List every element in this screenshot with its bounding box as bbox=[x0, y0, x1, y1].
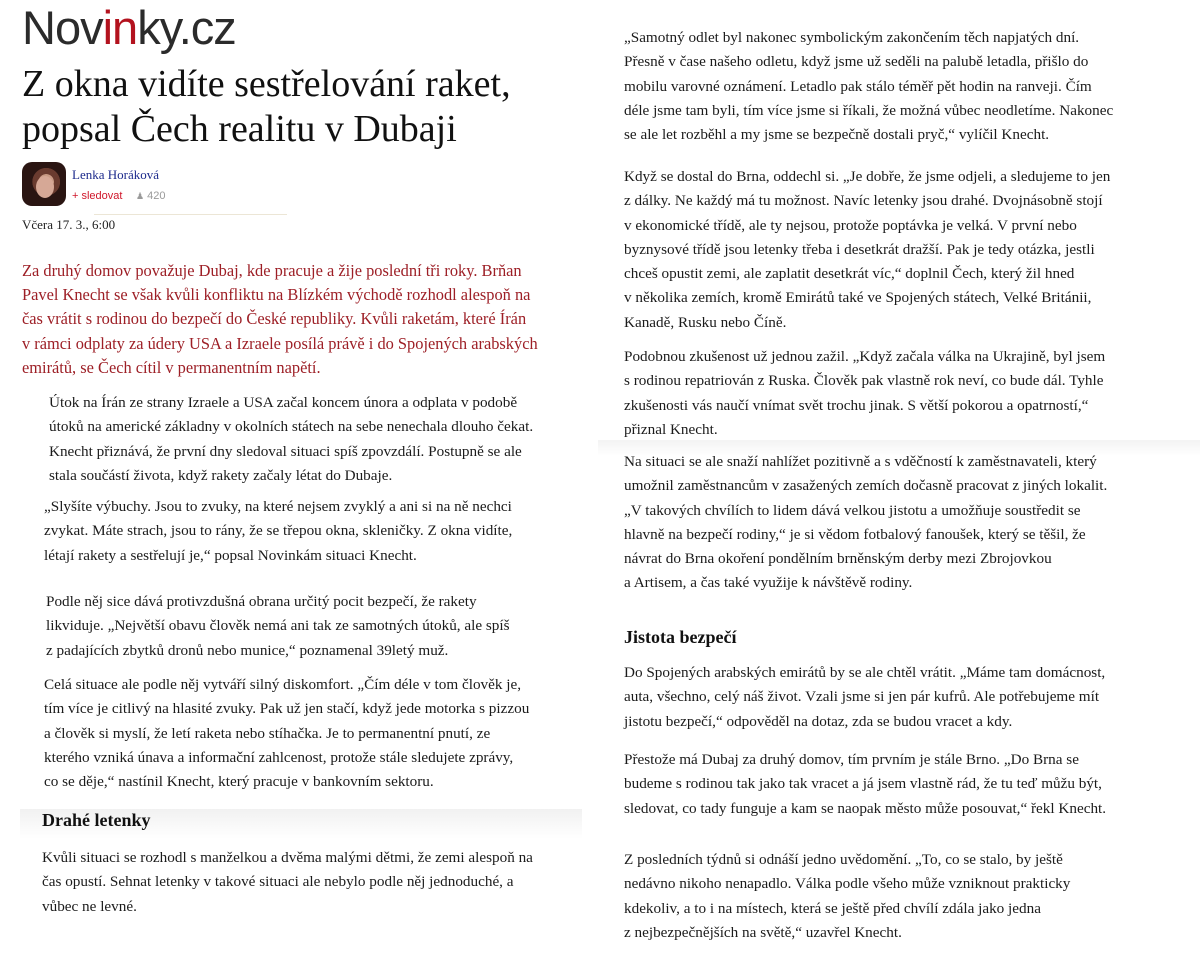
paragraph bbox=[624, 848, 1070, 945]
paragraph-line: co se děje,“ nastínil Knecht, který pracuje v bankovním sektoru. bbox=[44, 773, 434, 791]
subheading-jistota-bezpeci: Jistota bezpečí bbox=[624, 627, 737, 647]
followers-count bbox=[136, 190, 165, 202]
paragraph bbox=[624, 661, 1105, 734]
paragraph-line: tím více je citlivý na hlasité zvuky. Pak už jen stačí, když jede motorka s pizzou bbox=[44, 700, 530, 718]
paragraph bbox=[44, 495, 512, 568]
author-name-link[interactable]: Lenka Horáková bbox=[72, 167, 159, 182]
paragraph-line: létají rakety a sestřelují je,“ popsal Novinkám situaci Knecht. bbox=[44, 546, 417, 564]
paragraph-line: sledovat, co tady funguje a kam se naopak město může posouvat,“ řekl Knecht. bbox=[624, 799, 1107, 817]
paragraph-line: chceš opustit zemi, ale zaplatit desetkrát víc,“ doplnil Čech, který žil hned bbox=[624, 265, 1075, 283]
paragraph-line: a Artisem, a čas také využije k návštěvě rodiny. bbox=[624, 574, 913, 592]
paragraph-line: kdekoliv, a to i na místech, která se ještě před chvílí zdála jako jedna bbox=[624, 899, 1041, 917]
paragraph bbox=[624, 450, 1107, 596]
lead-line: čas vrátit s rodinou do bezpečí do České republiky. Kvůli raketám, které Írán bbox=[22, 309, 527, 329]
paragraph-line: Z posledních týdnů si odnáší jedno uvědomění. „To, co se stalo, by ještě bbox=[624, 851, 1063, 868]
paragraph-line: Kvůli situaci se rozhodl s manželkou a dvěma malými dětmi, že zemi alespoň na bbox=[42, 849, 533, 866]
article-right-column bbox=[598, 0, 1200, 976]
paragraph-line: z dálky. Ne každý má tu možnost. Navíc letenky jsou drahé. Dvojnásobně stojí bbox=[624, 192, 1103, 210]
paragraph-line: Knecht přiznává, že první dny sledoval situaci spíš zpovzdálí. Postupně se ale bbox=[49, 442, 522, 460]
paragraph-line: byznysové třídě jsou letenky třeba i desetkrát dražší. Pak je tedy otázka, jestli bbox=[624, 240, 1095, 258]
lead-line: Za druhý domov považuje Dubaj, kde pracuje a žije poslední tři roky. Brňan bbox=[22, 261, 522, 280]
article-headline bbox=[22, 62, 582, 152]
paragraph-line: Celá situace ale podle něj vytváří silný diskomfort. „Čím déle v tom člověk je, bbox=[44, 676, 522, 693]
paragraph-line: „Samotný odlet byl nakonec symbolickým zakončením těch napjatých dní. bbox=[624, 29, 1080, 46]
paragraph bbox=[624, 345, 1105, 442]
lead-line: v rámci odplaty za údery USA a Izraele posílá právě i do Spojených arabských bbox=[22, 333, 538, 353]
paragraph bbox=[624, 748, 1106, 821]
user-icon: ♟ bbox=[136, 191, 145, 201]
publish-date: Včera 17. 3., 6:00 bbox=[22, 217, 116, 232]
paragraph-line: umožnil zaměstnancům v zasažených zemích dočasně pracovat z jiných lokalit. bbox=[624, 477, 1108, 495]
paragraph-line: déle jsme tam byli, tím více jsme si říkali, že možná vůbec neodletíme. Nakonec bbox=[624, 101, 1114, 119]
paragraph-line: likviduje. „Největší obavu člověk nemá ani tak ze samotných útoků, ale spíš bbox=[46, 617, 510, 635]
paragraph-line: „Slyšíte výbuchy. Jsou to zvuky, na které nejsem zvyklý a ani si na ně nechci bbox=[44, 498, 512, 515]
paragraph bbox=[44, 673, 529, 794]
paragraph-line: auta, všechno, celý náš život. Vzali jsme si jen pár kufrů. Ale potřebujeme mít bbox=[624, 688, 1100, 706]
lead-line: Pavel Knecht se však kvůli konfliktu na Blízkém východě rozhodl alespoň na bbox=[22, 285, 531, 305]
paragraph-line: zkušenosti vás naučí vnímat svět trochu jinak. S větší pokorou a opatrností,“ bbox=[624, 396, 1089, 414]
article-lead bbox=[22, 259, 583, 380]
paragraph-line: Útok na Írán ze strany Izraele a USA začal koncem února a odplata v podobě bbox=[49, 394, 518, 411]
paragraph bbox=[46, 590, 510, 663]
lead-line: emirátů, se Čech cítil v permanentním napětí. bbox=[22, 357, 321, 377]
paragraph-line: Do Spojených arabských emirátů by se ale chtěl vrátit. „Máme tam domácnost, bbox=[624, 664, 1106, 681]
paragraph-line: budeme s rodinou tak jako tak vracet a já jsem vlastně rád, že tu teď můžu být, bbox=[624, 775, 1102, 793]
paragraph-line: a člověk si myslí, že letí raketa nebo stíhačka. Je to permanentní pnutí, ze bbox=[44, 724, 491, 742]
paragraph-line: z padajících zbytků dronů nebo munice,“ poznamenal 39letý muž. bbox=[46, 641, 449, 659]
headline-line-2: popsal Čech realitu v Dubaji bbox=[22, 108, 457, 150]
paragraph-line: návrat do Brna okoření pondělním brněnským derby mezi Zbrojovkou bbox=[624, 550, 1052, 568]
followers-value: 420 bbox=[147, 190, 166, 202]
paragraph-line: nedávno nikoho nenapadlo. Válka podle všeho může vzniknout prakticky bbox=[624, 875, 1071, 893]
article-left-column bbox=[0, 0, 583, 976]
paragraph-line: s rodinou repatriován z Ruska. Člověk pak vlastně rok neví, co bude dál. Tyhle bbox=[624, 372, 1104, 390]
author-avatar[interactable] bbox=[22, 162, 66, 206]
paragraph-line: přiznal Knecht. bbox=[624, 420, 718, 438]
paragraph-line: Přestože má Dubaj za druhý domov, tím prvním je stále Brno. „Do Brna se bbox=[624, 751, 1079, 768]
paragraph-line: „V takových chvílích to lidem dává velkou jistotu a umožňuje soustředit se bbox=[624, 501, 1081, 519]
paragraph-line: Podle něj sice dává protivzdušná obrana určitý pocit bezpečí, že rakety bbox=[46, 593, 477, 610]
subheading-drahe-letenky: Drahé letenky bbox=[42, 810, 151, 830]
paragraph-line: Když se dostal do Brna, oddechl si. „Je dobře, že jsme odjeli, a sledujeme to jen bbox=[624, 168, 1111, 185]
logo-prefix: Nov bbox=[22, 1, 103, 54]
paragraph-line: jistotu bezpečí,“ odpověděl na dotaz, zda se budou vracet a kdy. bbox=[624, 712, 1013, 730]
paragraph-line: z nejbezpečnějších na světě,“ uzavřel Knecht. bbox=[624, 923, 902, 941]
author-divider bbox=[94, 214, 287, 215]
paragraph-line: v ekonomické třídě, ale ty nejsou, protože poptávka je velká. V první nebo bbox=[624, 216, 1077, 234]
paragraph-line: Přesně v čase našeho odletu, když jsme už seděli na palubě letadla, přišlo do bbox=[624, 53, 1089, 71]
paragraph bbox=[42, 846, 533, 919]
paragraph bbox=[624, 26, 1113, 147]
follow-author-button[interactable]: + sledovat bbox=[72, 190, 123, 202]
paragraph-line: stala součástí života, když rakety začaly létat do Dubaje. bbox=[49, 466, 393, 484]
paragraph-line: zvykat. Máte strach, jsou to rány, že se třepou okna, skleničky. Z okna vidíte, bbox=[44, 522, 513, 540]
paragraph-line: Kanadě, Rusku nebo Číně. bbox=[624, 313, 787, 331]
paragraph-line: se ale let rozběhl a my jsme se bezpečně dostali pryč,“ vylíčil Knecht. bbox=[624, 126, 1050, 144]
paragraph bbox=[49, 391, 533, 488]
paragraph-line: čas opustí. Sehnat letenky v takové situaci ale nebylo podle něj jednoduché, a bbox=[42, 873, 514, 891]
paragraph-line: hlavně na bezpečí rodiny,“ je si vědom fotbalový fanoušek, který se těšil, že bbox=[624, 525, 1086, 543]
paragraph-line: vůbec ne levné. bbox=[42, 897, 137, 915]
paragraph bbox=[624, 165, 1110, 335]
paragraph-line: kterého vzniká únava a informační zahlcenost, protože stále sledujete zprávy, bbox=[44, 748, 514, 766]
headline-line-1: Z okna vidíte sestřelování raket, bbox=[22, 63, 511, 105]
paragraph-line: v několika zemích, kromě Emirátů také ve Spojených státech, Velké Británii, bbox=[624, 289, 1092, 307]
paragraph-line: Na situaci se ale snaží nahlížet pozitivně a s vděčností k zaměstnavateli, který bbox=[624, 453, 1097, 470]
novinky-logo[interactable] bbox=[22, 2, 236, 54]
logo-accent: in bbox=[102, 1, 138, 54]
logo-suffix: ky.cz bbox=[137, 1, 236, 54]
paragraph-line: útoků na americké základny v okolních státech na sebe nenechala dlouho čekat. bbox=[49, 418, 534, 436]
paragraph-line: mobilu varovné oznámení. Letadlo pak stálo téměř pět hodin na ranveji. Čím bbox=[624, 77, 1092, 95]
paragraph-line: Podobnou zkušenost už jednou zažil. „Když začala válka na Ukrajině, byl jsem bbox=[624, 348, 1106, 365]
